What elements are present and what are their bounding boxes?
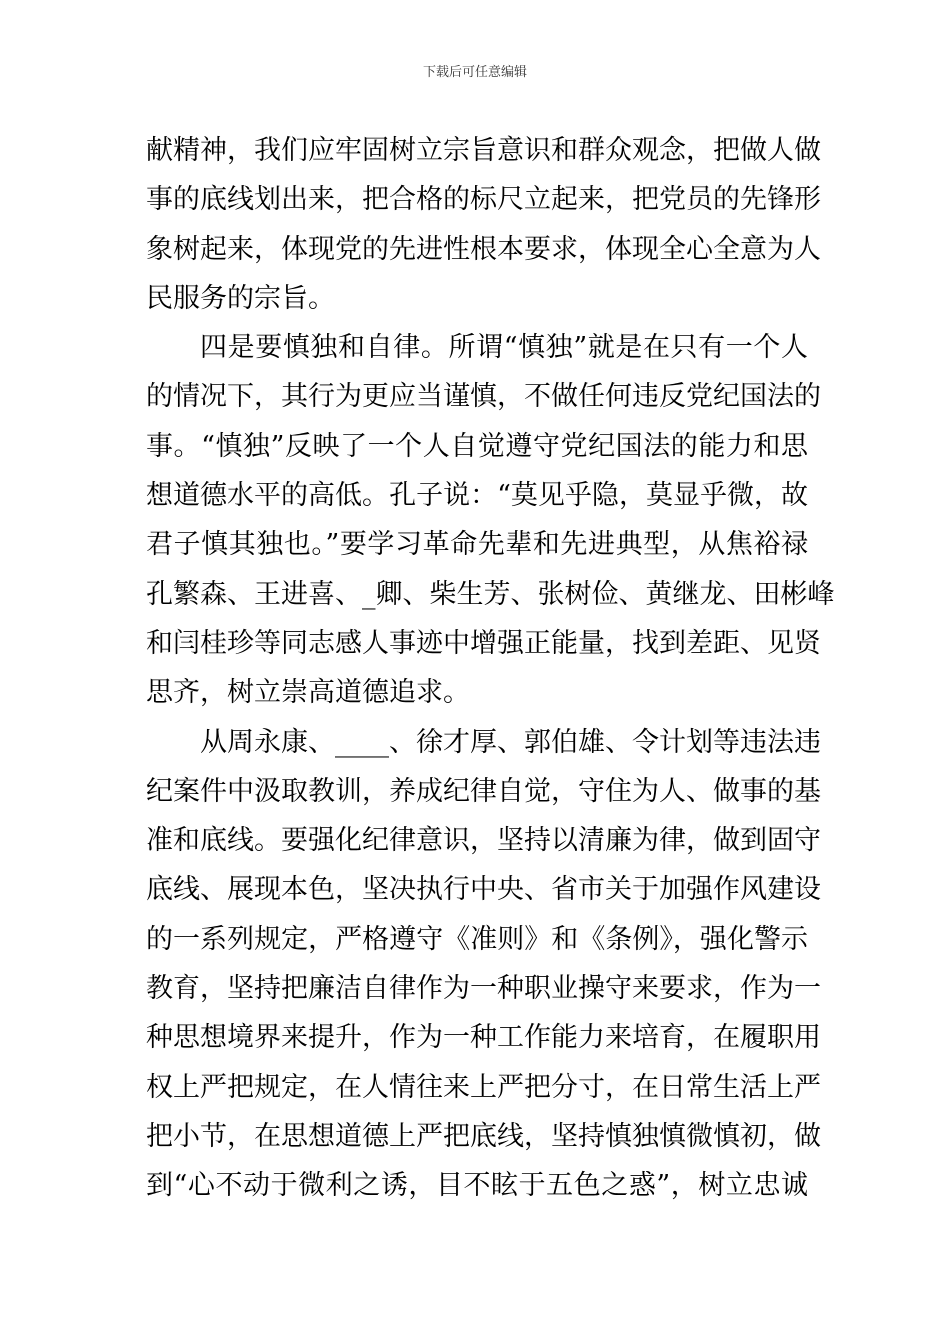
document-body bbox=[146, 126, 835, 1211]
text-line: 底线、展现本色，坚决执行中央、省市关于加强作风建设 bbox=[146, 874, 821, 906]
text-line: 事的底线划出来，把合格的标尺立起来，把党员的先锋形 bbox=[146, 184, 821, 216]
text-line: 思齐，树立崇高道德追求。 bbox=[146, 677, 470, 709]
text-line: 献精神，我们应牢固树立宗旨意识和群众观念，把做人做 bbox=[146, 135, 821, 166]
text-line: 象树起来，体现党的先进性根本要求，体现全心全意为人 bbox=[146, 233, 821, 265]
text-line: 君子慎其独也。”要学习革命先辈和先进典型，从焦裕禄 bbox=[146, 529, 808, 561]
text-line: 民服务的宗旨。 bbox=[146, 282, 335, 314]
text-line: 权上严把规定，在人情往来上严把分寸，在日常生活上严 bbox=[146, 1071, 821, 1103]
text-line: 孔繁森、王进喜、_卿、柴生芳、张树俭、黄继龙、田彬峰 bbox=[146, 578, 835, 610]
text-line: 把小节，在思想道德上严把底线，坚持慎独慎微慎初，做 bbox=[146, 1120, 821, 1152]
text-line: 到“心不动于微利之诱，目不眩于五色之惑”，树立忠诚 bbox=[146, 1170, 808, 1202]
text-line: 和闫桂珍等同志感人事迹中增强正能量，找到差距、见贤 bbox=[146, 627, 821, 659]
paragraph-start-line: 四是要慎独和自律。所谓“慎独”就是在只有一个人 bbox=[200, 332, 808, 364]
text-line: 事。“慎独”反映了一个人自觉遵守党纪国法的能力和思 bbox=[146, 430, 808, 462]
text-line: 想道德水平的高低。孔子说：“莫见乎隐，莫显乎微，故 bbox=[146, 480, 808, 512]
page-header: 下载后可任意编辑 bbox=[422, 65, 527, 80]
text-line: 的情况下，其行为更应当谨慎，不做任何违反党纪国法的 bbox=[146, 381, 821, 413]
text-line: 种思想境界来提升，作为一种工作能力来培育，在履职用 bbox=[146, 1022, 821, 1054]
paragraph-start-line: 从周永康、____、徐才厚、郭伯雄、令计划等违法违 bbox=[200, 726, 821, 758]
text-line: 准和底线。要强化纪律意识，坚持以清廉为律，做到固守 bbox=[146, 825, 821, 857]
text-line: 纪案件中汲取教训，养成纪律自觉，守住为人、做事的基 bbox=[146, 775, 821, 807]
text-line: 的一系列规定，严格遵守《准则》和《条例》，强化警示 bbox=[146, 923, 808, 955]
text-line: 教育，坚持把廉洁自律作为一种职业操守来要求，作为一 bbox=[146, 973, 821, 1005]
